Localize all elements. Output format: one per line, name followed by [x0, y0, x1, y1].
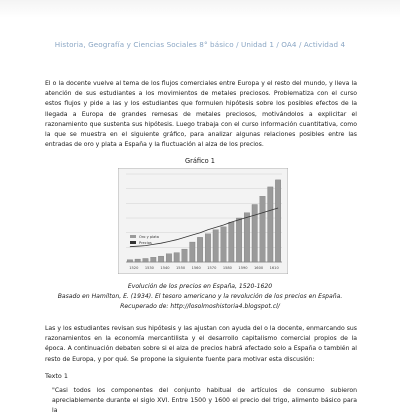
bar [166, 254, 171, 262]
x-tick-label: 1580 [222, 266, 232, 270]
bar [244, 213, 249, 262]
x-tick-label: 1560 [191, 266, 201, 270]
price-chart [118, 168, 288, 274]
legend-swatch [130, 235, 136, 238]
bar [174, 253, 179, 262]
source-url[interactable]: Recuperado de: http://losolmoshistoria4.blogspot.cl/ [120, 303, 280, 310]
breadcrumb: Historia, Geografía y Ciencias Sociales 8° básico / Unidad 1 / OA4 / Actividad 4 [54, 40, 346, 49]
bar [252, 205, 257, 262]
x-tick-label: 1540 [160, 266, 170, 270]
texto-label: Texto 1 [45, 372, 68, 380]
bar [158, 256, 163, 262]
bar [135, 259, 140, 262]
bar [275, 180, 280, 262]
bar [213, 230, 218, 262]
intro-paragraph: El o la docente vuelve al tema de los flujos comerciales entre Europa y el resto del mundo, y lleva la atención de sus estudiantes a los movimientos de metales preciosos. Problematiza con el curso estos flujos y pide a las y los estudiantes que formulen hipótesis sobre los posibles efectos de la llegada a Europa de grandes remesas de metales preciosos, motivándolos a explicitar el razonamiento que sustenta sus hipótesis. Luego trabaja con el curso información cuantitativa, como la que se muestra en el siguiente gráfico, para analizar algunas relaciones posibles entre las entradas de oro y plata a España y la fluctuación al alza de los precios. [45, 80, 357, 149]
x-tick-label: 1570 [207, 266, 217, 270]
bar [236, 218, 241, 262]
x-tick-label: 1520 [129, 266, 139, 270]
bar [127, 260, 132, 262]
bar [205, 234, 210, 262]
legend-swatch [130, 241, 136, 244]
second-paragraph: Las y los estudiantes revisan sus hipótesis y las ajustan con ayuda del o la docente, enmarcando sus razonamientos en la economía mercantilista y el desarrollo capitalismo comercial propios de la época. A continuación debaten sobre si el alza de precios habrá afectado solo a España o también al resto de Europa, y por qué. Se propone la siguiente fuente para motivar esta discusión: [45, 325, 357, 363]
chart-title: Evolución de los precios en España, 1520-1620 [127, 283, 273, 290]
x-tick-label: 1600 [254, 266, 264, 270]
source-citation: Basado en Hamilton, E. (1934). El tesoro americano y la revolución de los precios en España. [57, 293, 343, 300]
top-band [0, 0, 400, 18]
bar [151, 257, 156, 262]
legend-label: Oro y plata [139, 235, 159, 239]
bar [221, 227, 226, 262]
bar [229, 222, 234, 262]
x-tick-label: 1590 [238, 266, 248, 270]
legend-label: Precios [139, 241, 152, 245]
bar [197, 237, 202, 262]
x-tick-label: 1550 [176, 266, 186, 270]
bar [260, 196, 265, 262]
bar [182, 249, 187, 262]
chart-caption: Gráfico 1 [185, 157, 215, 165]
quote-text: "Casi todos los componentes del conjunto habitual de artículos de consumo subieron apreciablemente durante el siglo XVI. Entre 1500 y 1600 el precio del trigo, alimento básico para la [52, 387, 357, 414]
bar [268, 187, 273, 262]
bar [143, 258, 148, 262]
x-tick-label: 1610 [269, 266, 279, 270]
bar [190, 242, 195, 262]
x-tick-label: 1530 [144, 266, 154, 270]
